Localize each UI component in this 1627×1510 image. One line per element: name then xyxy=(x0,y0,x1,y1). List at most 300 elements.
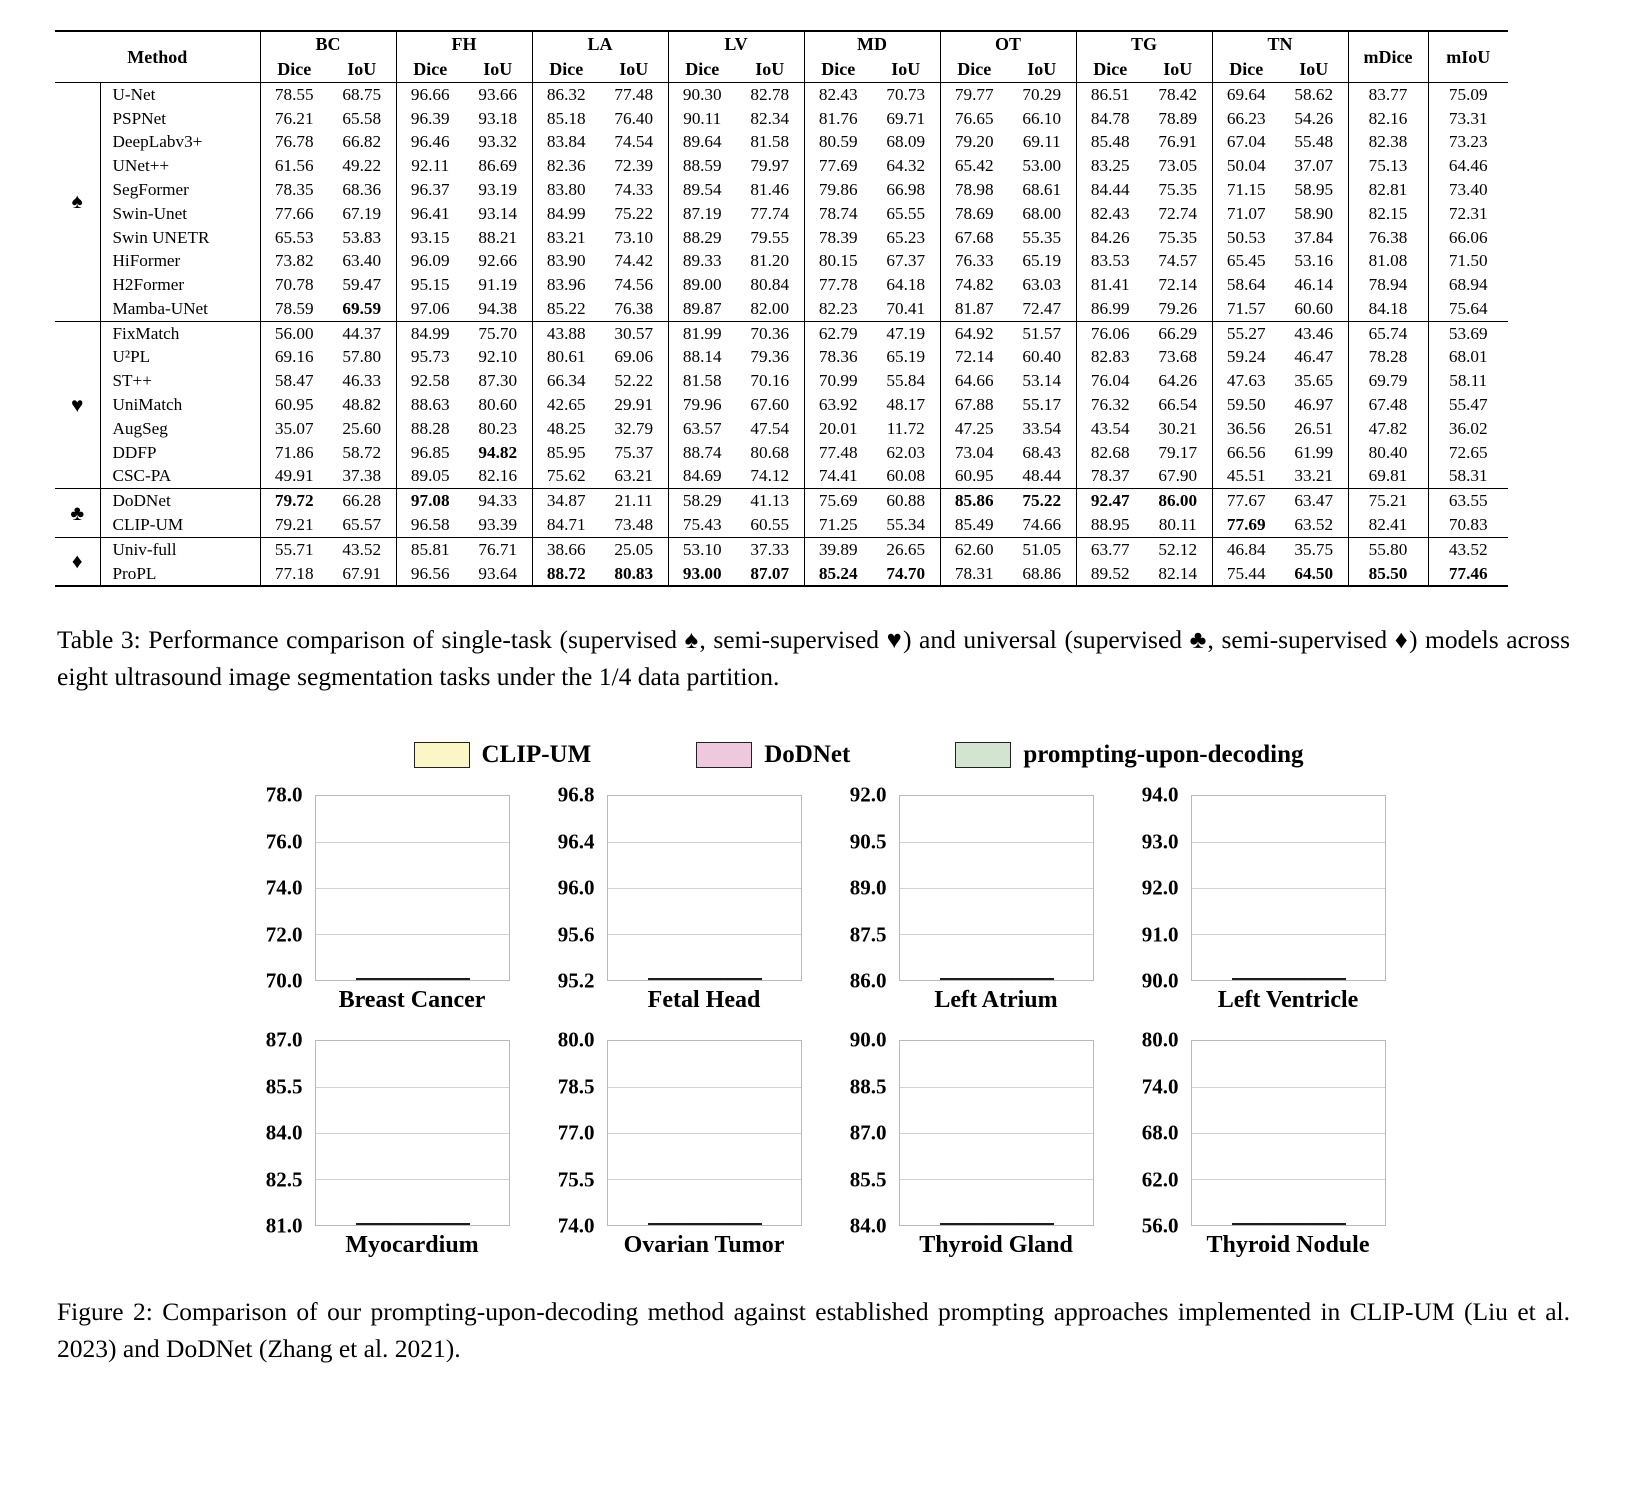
metric-value: 81.20 xyxy=(750,251,790,271)
metric-value: 55.17 xyxy=(1022,395,1062,415)
y-tick-label: 62.0 xyxy=(1141,1167,1179,1192)
chart-title: Ovarian Tumor xyxy=(623,1232,785,1259)
y-tick-label: 76.0 xyxy=(265,829,303,854)
metric-value: 63.57 xyxy=(668,417,736,441)
chart-title: Myocardium xyxy=(345,1232,479,1259)
metric-value: 58.72 xyxy=(342,442,382,462)
metric-value: 68.00 xyxy=(1022,203,1062,223)
plot-area xyxy=(899,795,1094,981)
metric-value: 49.91 xyxy=(260,465,328,489)
metric-value: 79.20 xyxy=(940,131,1008,155)
metric-value: 64.46 xyxy=(1428,154,1508,178)
bar-clip-um xyxy=(1232,978,1271,980)
y-tick-label: 94.0 xyxy=(1141,782,1179,807)
metric-value: 96.41 xyxy=(396,202,464,226)
metric-value: 96.46 xyxy=(396,131,464,155)
metric-value: 69.79 xyxy=(1348,369,1428,393)
metric-value: 78.35 xyxy=(260,178,328,202)
metric-value: 88.72 xyxy=(532,562,600,587)
metric-value: 75.21 xyxy=(1348,489,1428,513)
bar-prompting-upon-decoding xyxy=(1015,978,1054,980)
metric-value: 78.89 xyxy=(1158,108,1198,128)
metric-value: 43.88 xyxy=(532,321,600,345)
metric-value: 71.07 xyxy=(1212,202,1280,226)
metric-value: 79.86 xyxy=(804,178,872,202)
metric-value: 60.60 xyxy=(1294,298,1334,318)
metric-value: 70.78 xyxy=(260,273,328,297)
metric-value: 65.45 xyxy=(1212,249,1280,273)
col-header-mean: mIoU xyxy=(1428,31,1508,83)
metric-value: 55.48 xyxy=(1294,132,1334,152)
metric-value: 86.32 xyxy=(532,83,600,107)
metric-value: 69.59 xyxy=(342,298,382,318)
method-name: Mamba-UNet xyxy=(100,297,260,321)
metric-value: 77.69 xyxy=(804,154,872,178)
metric-value: 84.26 xyxy=(1076,226,1144,250)
metric-value: 82.34 xyxy=(750,108,790,128)
metric-value: 82.16 xyxy=(478,466,518,486)
metric-value: 83.25 xyxy=(1076,154,1144,178)
metric-value: 96.39 xyxy=(396,107,464,131)
metric-value: 85.49 xyxy=(940,513,1008,537)
y-axis xyxy=(522,782,607,993)
metric-value: 97.06 xyxy=(396,297,464,321)
gridline xyxy=(608,888,801,889)
table-row xyxy=(55,513,1508,537)
bar-prompting-upon-decoding xyxy=(1015,1223,1054,1225)
gridline xyxy=(1192,842,1385,843)
metric-value: 62.60 xyxy=(940,537,1008,561)
col-subheader: Dice xyxy=(804,57,872,83)
metric-value: 78.69 xyxy=(940,202,1008,226)
metric-value: 88.95 xyxy=(1076,513,1144,537)
plot-area xyxy=(607,795,802,981)
metric-value: 93.32 xyxy=(478,132,518,152)
metric-value: 75.43 xyxy=(668,513,736,537)
metric-value: 93.64 xyxy=(478,563,518,583)
bar-clip-um xyxy=(1232,1223,1271,1225)
metric-value: 92.10 xyxy=(478,347,518,367)
figure-legend xyxy=(90,741,1627,769)
metric-value: 64.26 xyxy=(1158,371,1198,391)
metric-value: 90.30 xyxy=(668,83,736,107)
metric-value: 47.54 xyxy=(750,418,790,438)
metric-value: 76.40 xyxy=(614,108,654,128)
metric-value: 74.70 xyxy=(886,563,926,583)
method-name: U-Net xyxy=(100,83,260,107)
metric-value: 48.44 xyxy=(1022,466,1062,486)
metric-value: 74.66 xyxy=(1022,514,1062,534)
y-tick-label: 96.4 xyxy=(557,829,595,854)
metric-value: 73.05 xyxy=(1158,156,1198,176)
metric-value: 87.07 xyxy=(750,563,790,583)
metric-value: 79.55 xyxy=(750,227,790,247)
metric-value: 82.41 xyxy=(1348,513,1428,537)
metric-value: 26.65 xyxy=(886,539,926,559)
metric-value: 68.86 xyxy=(1022,563,1062,583)
metric-value: 80.11 xyxy=(1158,514,1197,534)
method-name: ST++ xyxy=(100,369,260,393)
y-tick-label: 85.5 xyxy=(265,1074,303,1099)
table-row xyxy=(55,393,1508,417)
metric-value: 33.21 xyxy=(1294,466,1334,486)
metric-value: 82.36 xyxy=(532,154,600,178)
metric-value: 96.58 xyxy=(396,513,464,537)
metric-value: 79.26 xyxy=(1158,298,1198,318)
y-tick-label: 82.5 xyxy=(265,1167,303,1192)
gridline xyxy=(316,1179,509,1180)
metric-value: 58.11 xyxy=(1428,369,1508,393)
table-row xyxy=(55,537,1508,561)
metric-value: 72.65 xyxy=(1428,441,1508,465)
metric-value: 55.34 xyxy=(886,514,926,534)
metric-value: 53.69 xyxy=(1428,321,1508,345)
metric-value: 65.55 xyxy=(886,203,926,223)
metric-value: 53.83 xyxy=(342,227,382,247)
metric-value: 70.16 xyxy=(750,371,790,391)
metric-value: 67.88 xyxy=(940,393,1008,417)
metric-value: 76.21 xyxy=(260,107,328,131)
metric-value: 63.92 xyxy=(804,393,872,417)
gridline xyxy=(900,1087,1093,1088)
y-tick-label: 80.0 xyxy=(557,1027,595,1052)
method-name: UniMatch xyxy=(100,393,260,417)
bar-dodnet xyxy=(393,1223,432,1225)
method-name: HiFormer xyxy=(100,249,260,273)
method-name: PSPNet xyxy=(100,107,260,131)
gridline xyxy=(608,1087,801,1088)
metric-value: 88.74 xyxy=(668,441,736,465)
metric-value: 78.31 xyxy=(940,562,1008,587)
metric-value: 81.46 xyxy=(750,180,790,200)
metric-value: 43.46 xyxy=(1294,323,1334,343)
metric-value: 66.06 xyxy=(1428,226,1508,250)
metric-value: 85.18 xyxy=(532,107,600,131)
metric-value: 65.53 xyxy=(260,226,328,250)
metric-value: 75.35 xyxy=(1158,180,1198,200)
metric-value: 39.89 xyxy=(804,537,872,561)
metric-value: 71.25 xyxy=(804,513,872,537)
y-tick-label: 84.0 xyxy=(849,1213,887,1238)
metric-value: 96.56 xyxy=(396,562,464,587)
metric-value: 47.82 xyxy=(1348,417,1428,441)
metric-value: 66.98 xyxy=(886,180,926,200)
table-row xyxy=(55,297,1508,321)
metric-value: 76.04 xyxy=(1076,369,1144,393)
col-subheader: Dice xyxy=(396,57,464,83)
metric-value: 35.65 xyxy=(1294,371,1334,391)
metric-value: 58.29 xyxy=(668,489,736,513)
legend-label: DoDNet xyxy=(764,741,851,769)
metric-value: 82.15 xyxy=(1348,202,1428,226)
y-tick-label: 92.0 xyxy=(849,782,887,807)
plot-area xyxy=(315,1040,510,1226)
metric-value: 93.39 xyxy=(478,514,518,534)
gridline xyxy=(608,842,801,843)
bar-clip-um xyxy=(356,978,395,980)
y-axis xyxy=(230,782,315,993)
bar-dodnet xyxy=(685,978,724,980)
metric-value: 67.91 xyxy=(342,563,382,583)
metric-value: 48.25 xyxy=(532,417,600,441)
metric-value: 26.51 xyxy=(1294,418,1334,438)
gridline xyxy=(1192,1087,1385,1088)
metric-value: 78.42 xyxy=(1158,84,1198,104)
metric-value: 81.08 xyxy=(1348,249,1428,273)
metric-value: 37.33 xyxy=(750,539,790,559)
metric-value: 53.00 xyxy=(1022,156,1062,176)
y-tick-label: 84.0 xyxy=(265,1120,303,1145)
y-tick-label: 77.0 xyxy=(557,1120,595,1145)
gridline xyxy=(1192,934,1385,935)
y-tick-label: 75.5 xyxy=(557,1167,595,1192)
metric-value: 88.29 xyxy=(668,226,736,250)
metric-value: 75.13 xyxy=(1348,154,1428,178)
metric-value: 89.64 xyxy=(668,131,736,155)
bar-chart xyxy=(814,1027,1106,1259)
y-tick-label: 95.2 xyxy=(557,968,595,993)
metric-value: 86.99 xyxy=(1076,297,1144,321)
metric-value: 82.14 xyxy=(1158,563,1198,583)
metric-value: 82.81 xyxy=(1348,178,1428,202)
metric-value: 78.98 xyxy=(940,178,1008,202)
metric-value: 86.69 xyxy=(478,156,518,176)
col-header-task: BC xyxy=(260,31,396,57)
metric-value: 92.66 xyxy=(478,251,518,271)
bar-dodnet xyxy=(1269,1223,1308,1225)
metric-value: 83.21 xyxy=(532,226,600,250)
metric-value: 84.44 xyxy=(1076,178,1144,202)
y-tick-label: 96.8 xyxy=(557,782,595,807)
plot-area xyxy=(1191,1040,1386,1226)
metric-value: 88.63 xyxy=(396,393,464,417)
metric-value: 73.10 xyxy=(614,227,654,247)
y-tick-label: 89.0 xyxy=(849,875,887,900)
bar-prompting-upon-decoding xyxy=(1307,1223,1346,1225)
charts-grid xyxy=(0,782,1627,1259)
metric-value: 69.06 xyxy=(614,347,654,367)
metric-value: 70.99 xyxy=(804,369,872,393)
bar-clip-um xyxy=(648,978,687,980)
metric-value: 48.82 xyxy=(342,395,382,415)
metric-value: 85.81 xyxy=(396,537,464,561)
metric-value: 81.58 xyxy=(750,132,790,152)
metric-value: 86.00 xyxy=(1158,491,1198,511)
metric-value: 76.06 xyxy=(1076,321,1144,345)
metric-value: 33.54 xyxy=(1022,418,1062,438)
group-symbol: ♣ xyxy=(70,500,85,525)
metric-value: 54.26 xyxy=(1294,108,1334,128)
metric-value: 20.01 xyxy=(804,417,872,441)
metric-value: 78.39 xyxy=(804,226,872,250)
gridline xyxy=(900,1133,1093,1134)
metric-value: 50.53 xyxy=(1212,226,1280,250)
metric-value: 95.15 xyxy=(396,273,464,297)
y-axis xyxy=(1106,782,1191,993)
chart-title: Thyroid Gland xyxy=(919,1232,1073,1259)
y-tick-label: 68.0 xyxy=(1141,1120,1179,1145)
metric-value: 84.99 xyxy=(532,202,600,226)
y-tick-label: 93.0 xyxy=(1141,829,1179,854)
method-name: ProPL xyxy=(100,562,260,587)
metric-value: 70.83 xyxy=(1428,513,1508,537)
y-tick-label: 85.5 xyxy=(849,1167,887,1192)
metric-value: 66.28 xyxy=(342,491,382,511)
metric-value: 80.84 xyxy=(750,275,790,295)
group-symbol: ♥ xyxy=(71,392,84,417)
metric-value: 76.32 xyxy=(1076,393,1144,417)
table-row xyxy=(55,249,1508,273)
metric-value: 51.57 xyxy=(1022,323,1062,343)
gridline xyxy=(316,934,509,935)
metric-value: 66.29 xyxy=(1158,323,1198,343)
y-tick-label: 90.0 xyxy=(849,1027,887,1052)
bar-dodnet xyxy=(1269,978,1308,980)
metric-value: 66.56 xyxy=(1212,441,1280,465)
method-name: Swin-Unet xyxy=(100,202,260,226)
metric-value: 71.86 xyxy=(260,441,328,465)
metric-value: 89.54 xyxy=(668,178,736,202)
metric-value: 60.88 xyxy=(886,491,926,511)
metric-value: 60.08 xyxy=(886,466,926,486)
metric-value: 78.59 xyxy=(260,297,328,321)
metric-value: 60.95 xyxy=(260,393,328,417)
table-row xyxy=(55,417,1508,441)
metric-value: 46.84 xyxy=(1212,537,1280,561)
metric-value: 73.48 xyxy=(614,514,654,534)
metric-value: 67.68 xyxy=(940,226,1008,250)
metric-value: 77.66 xyxy=(260,202,328,226)
col-subheader: IoU xyxy=(619,59,649,79)
metric-value: 69.11 xyxy=(1022,132,1061,152)
figure-caption: Figure 2: Comparison of our prompting-upon-decoding method against established prompting approaches implemented in CLIP-UM (Liu et al. 2023) and DoDNet (Zhang et al. 2021). xyxy=(57,1297,1570,1364)
metric-value: 59.47 xyxy=(342,275,382,295)
metric-value: 76.33 xyxy=(940,249,1008,273)
metric-value: 83.96 xyxy=(532,273,600,297)
metric-value: 55.80 xyxy=(1348,537,1428,561)
metric-value: 74.54 xyxy=(614,132,654,152)
metric-value: 47.25 xyxy=(940,417,1008,441)
metric-value: 95.73 xyxy=(396,346,464,370)
method-name: AugSeg xyxy=(100,417,260,441)
metric-value: 75.35 xyxy=(1158,227,1198,247)
metric-value: 93.66 xyxy=(478,84,518,104)
metric-value: 77.48 xyxy=(804,441,872,465)
metric-value: 77.48 xyxy=(614,84,654,104)
table-row xyxy=(55,465,1508,489)
method-name: SegFormer xyxy=(100,178,260,202)
metric-value: 36.02 xyxy=(1428,417,1508,441)
metric-value: 77.69 xyxy=(1212,513,1280,537)
metric-value: 53.10 xyxy=(668,537,736,561)
col-header-task: TG xyxy=(1076,31,1212,57)
metric-value: 77.67 xyxy=(1212,489,1280,513)
metric-value: 82.00 xyxy=(750,298,790,318)
metric-value: 76.78 xyxy=(260,131,328,155)
metric-value: 57.80 xyxy=(342,347,382,367)
y-tick-label: 92.0 xyxy=(1141,875,1179,900)
metric-value: 37.38 xyxy=(342,466,382,486)
metric-value: 81.99 xyxy=(668,321,736,345)
metric-value: 53.16 xyxy=(1294,251,1334,271)
metric-value: 83.80 xyxy=(532,178,600,202)
metric-value: 74.42 xyxy=(614,251,654,271)
col-subheader: Dice xyxy=(1212,57,1280,83)
bar-chart xyxy=(230,1027,522,1259)
method-name: DDFP xyxy=(100,441,260,465)
metric-value: 78.74 xyxy=(804,202,872,226)
metric-value: 83.53 xyxy=(1076,249,1144,273)
metric-value: 76.91 xyxy=(1158,132,1198,152)
metric-value: 65.42 xyxy=(940,154,1008,178)
col-header-task: MD xyxy=(804,31,940,57)
y-tick-label: 91.0 xyxy=(1141,922,1179,947)
col-header-task: FH xyxy=(396,31,532,57)
metric-value: 73.68 xyxy=(1158,347,1198,367)
y-axis xyxy=(230,1027,315,1238)
gridline xyxy=(900,1179,1093,1180)
metric-value: 60.95 xyxy=(940,465,1008,489)
metric-value: 66.82 xyxy=(342,132,382,152)
legend-label: prompting-upon-decoding xyxy=(1023,741,1304,769)
metric-value: 66.23 xyxy=(1212,107,1280,131)
y-axis xyxy=(814,782,899,993)
metric-value: 94.33 xyxy=(478,491,518,511)
metric-value: 89.00 xyxy=(668,273,736,297)
metric-value: 21.11 xyxy=(614,491,653,511)
chart-title: Fetal Head xyxy=(647,987,761,1014)
col-header-task: OT xyxy=(940,31,1076,57)
metric-value: 85.86 xyxy=(940,489,1008,513)
metric-value: 91.19 xyxy=(478,275,518,295)
metric-value: 85.48 xyxy=(1076,131,1144,155)
metric-value: 88.28 xyxy=(396,417,464,441)
table-row xyxy=(55,346,1508,370)
metric-value: 68.01 xyxy=(1428,346,1508,370)
metric-value: 71.15 xyxy=(1212,178,1280,202)
metric-value: 80.40 xyxy=(1348,441,1428,465)
metric-value: 30.21 xyxy=(1158,418,1198,438)
metric-value: 87.19 xyxy=(668,202,736,226)
gridline xyxy=(1192,888,1385,889)
metric-value: 68.43 xyxy=(1022,442,1062,462)
metric-value: 55.27 xyxy=(1212,321,1280,345)
gridline xyxy=(316,842,509,843)
table-row xyxy=(55,107,1508,131)
metric-value: 78.37 xyxy=(1076,465,1144,489)
method-name: Swin UNETR xyxy=(100,226,260,250)
results-table xyxy=(55,30,1508,587)
metric-value: 74.57 xyxy=(1158,251,1198,271)
col-header-task: TN xyxy=(1212,31,1348,57)
metric-value: 89.05 xyxy=(396,465,464,489)
metric-value: 81.76 xyxy=(804,107,872,131)
metric-value: 75.70 xyxy=(478,323,518,343)
metric-value: 55.35 xyxy=(1022,227,1062,247)
metric-value: 37.07 xyxy=(1294,156,1334,176)
metric-value: 75.09 xyxy=(1428,83,1508,107)
metric-value: 59.50 xyxy=(1212,393,1280,417)
metric-value: 68.94 xyxy=(1428,273,1508,297)
metric-value: 79.17 xyxy=(1158,442,1198,462)
table-row xyxy=(55,154,1508,178)
method-name: Univ-full xyxy=(100,537,260,561)
legend-item xyxy=(696,741,850,769)
metric-value: 92.47 xyxy=(1076,489,1144,513)
metric-value: 66.54 xyxy=(1158,395,1198,415)
metric-value: 80.23 xyxy=(478,418,518,438)
metric-value: 90.11 xyxy=(668,107,736,131)
